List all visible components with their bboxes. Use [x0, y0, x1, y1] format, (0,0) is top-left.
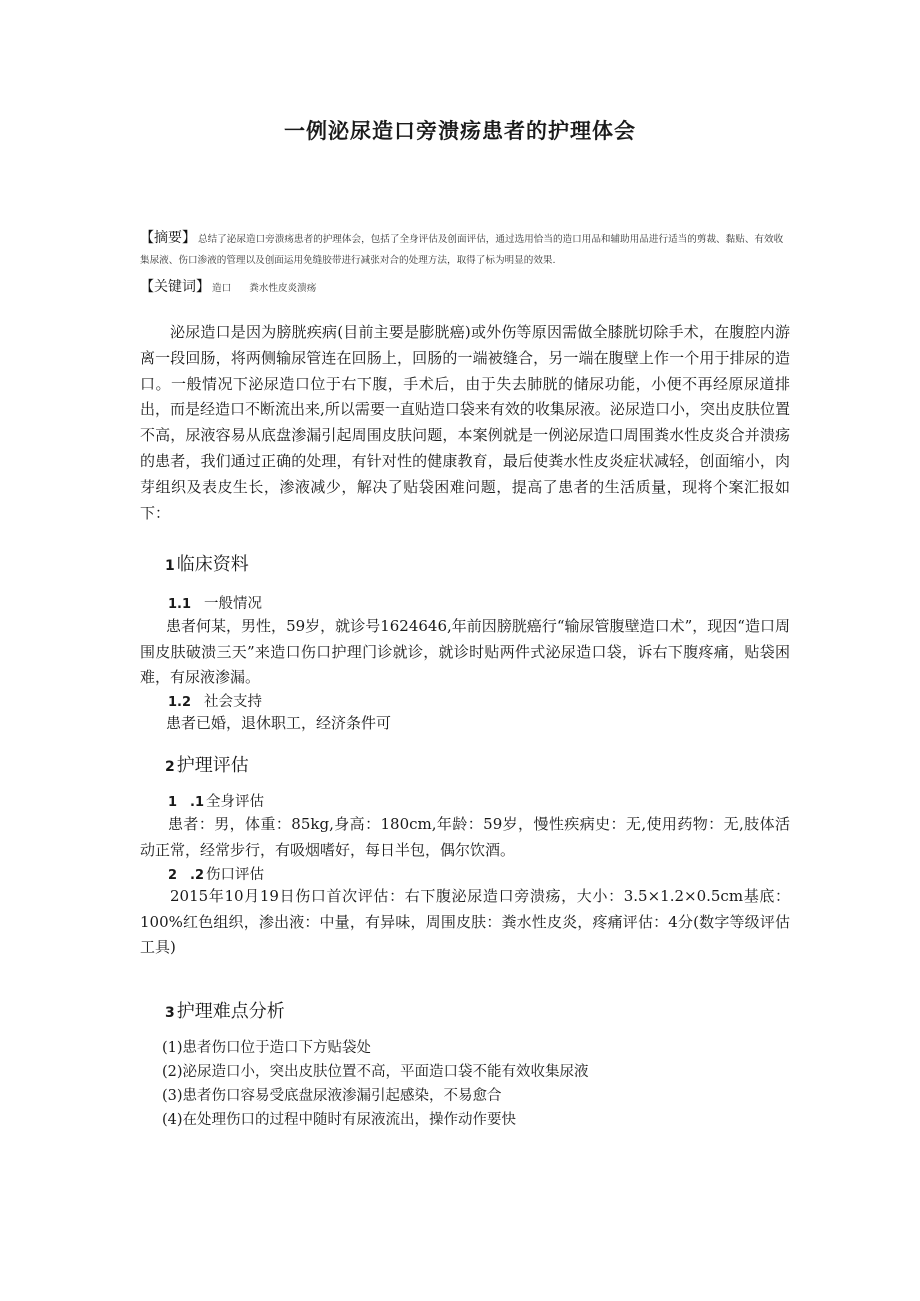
section-title: 护理评估	[176, 755, 249, 776]
abstract-label: 【摘要】	[140, 230, 196, 246]
list-item: (1)患者伤口位于造口下方贴袋处	[162, 1040, 372, 1056]
section-number: 1	[165, 558, 175, 574]
section-heading-3	[165, 997, 285, 1023]
section-heading-2	[165, 751, 249, 777]
abstract-text: 总结了泌尿造口旁溃疡患者的护理体会，包括了全身评估及创面评估，通过选用恰当的造口用品和辅助用品进行适当的剪裁、黏贴、有效收集尿液、伤口渗液的管理以及创面运用免缝胶带进行减张对合的处理方法，取得了标为明显的效果.	[140, 234, 784, 266]
subsection-heading: 1 .1 全身评估	[168, 794, 264, 810]
abstract	[140, 228, 790, 271]
subsection-heading: 1.2 社会支持	[168, 694, 262, 710]
paragraph: 2015年10月19日伤口首次评估：右下腹泌尿造口旁溃疡，大小：3.5×1.2×0.5cm基底：100%红色组织，渗出液：中量，有异味，周围皮肤：粪水性皮炎，疼痛评估：4分(数字等级评估工具)	[140, 887, 790, 956]
paragraph: 患者何某，男性，59岁，就诊号1624646,年前因膀胱癌行“输尿管腹壁造口术”，现因“造口周围皮肤破溃三天”来造口伤口护理门诊就诊，就诊时贴两件式泌尿造口袋，诉右下腹疼痛，贴袋困难，有尿液渗漏。	[140, 617, 790, 686]
keywords	[140, 276, 790, 296]
page-title: 一例泌尿造口旁溃疡患者的护理体会	[284, 119, 636, 143]
intro-paragraph: 泌尿造口是因为膀胱疾病(目前主要是膨胱癌)或外伤等原因需做全膝胱切除手术，在腹腔内游离一段回肠，将两侧输尿管连在回肠上，回肠的一端被缝合，另一端在腹壁上作一个用于排尿的造口。一般情况下泌尿造口位于右下腹，手术后，由于失去肺胱的储尿功能，小便不再经原尿道排出，而是经造口不断流出来,所以需要一直贴造口袋来有效的收集尿液。泌尿造口小，突出皮肤位置不高，尿液容易从底盘渗漏引起周围皮肤问题，本案例就是一例泌尿造口周围粪水性皮炎合并溃疡的患者，我们通过正确的处理，有针对性的健康教育，最后使粪水性皮炎症状减轻，创面缩小，肉芽组织及表皮生长，渗液减少，解决了贴袋困难问题，提高了患者的生活质量，现将个案汇报如下：	[140, 323, 790, 522]
section-title: 临床资料	[176, 554, 249, 575]
section-heading-1	[165, 550, 249, 576]
section-number: 3	[165, 1005, 175, 1021]
paragraph: 患者已婚，退休职工，经济条件可	[166, 714, 392, 732]
keyword-item: 造口	[212, 283, 232, 294]
section-title: 护理难点分析	[176, 1001, 285, 1022]
keyword-item: 粪水性皮炎溃疡	[249, 283, 317, 294]
section-number: 2	[165, 759, 175, 775]
subsection-heading: 2 .2 伤口评估	[168, 867, 264, 883]
list-item: (4)在处理伤口的过程中随时有尿液流出，操作动作要快	[162, 1112, 517, 1128]
list-item: (3)患者伤口容易受底盘尿液渗漏引起感染，不易愈合	[162, 1088, 502, 1104]
list-item: (2)泌尿造口小，突出皮肤位置不高，平面造口袋不能有效收集尿液	[162, 1064, 589, 1080]
paragraph: 患者：男，体重：85kg,身高：180cm,年龄：59岁，慢性疾病史：无,使用药物：无,肢体活动正常，经常步行，有吸烟嗜好，每日半包，偶尔饮酒。	[140, 815, 790, 859]
subsection-heading: 1.1 一般情况	[168, 596, 262, 612]
keywords-label: 【关键词】	[140, 279, 210, 295]
